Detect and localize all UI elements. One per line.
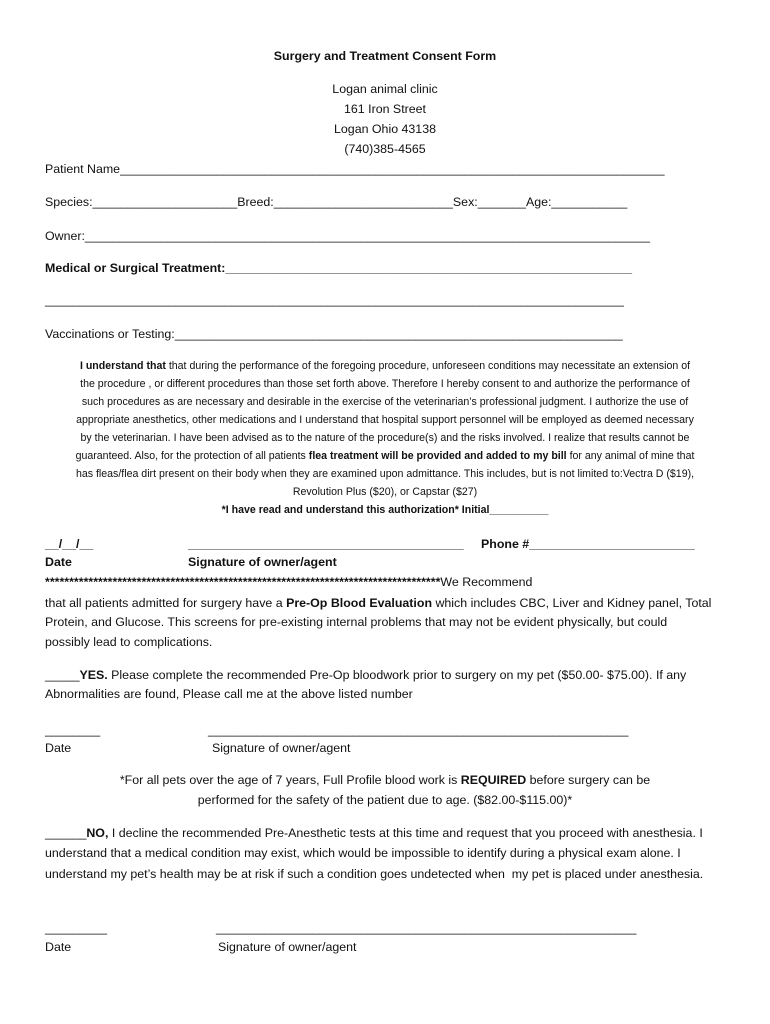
signature-field-2[interactable]: _____________________________________________________________ xyxy=(208,723,629,737)
form-title: Surgery and Treatment Consent Form xyxy=(273,49,497,63)
clinic-phone: (740)385-4565 xyxy=(344,142,426,156)
date-label-2: Date xyxy=(45,741,72,755)
consent-line-2: the procedure , or different procedures than those set forth above. Therefore I hereby consent to and authorize the performance of xyxy=(80,378,690,390)
patient-name-field[interactable]: Patient Name_______________________________________________________________________________ xyxy=(45,162,665,176)
signature-field-3[interactable]: _____________________________________________________________ xyxy=(216,921,637,935)
consent-line-6-b: for any animal of mine that xyxy=(566,450,695,462)
no-label: NO, xyxy=(86,826,109,840)
signature-label-2: Signature of owner/agent xyxy=(212,741,351,755)
yes-label: YES. xyxy=(79,668,108,682)
no-option-text-1: I decline the recommended Pre-Anesthetic tests at this time and request that you proceed with anesthesia. I xyxy=(108,826,703,840)
date-field-2[interactable]: ________ xyxy=(45,723,101,737)
consent-line-4: appropriate anesthetics, other medications and I understand that hospital support personnel will be employed as deemed necessary xyxy=(76,414,694,426)
required-label: REQUIRED xyxy=(460,773,527,787)
recommend-line-2: Protein, and Glucose. This screens for pre-existing internal problems that may not be evident physically, but could xyxy=(45,615,668,629)
date-label-3: Date xyxy=(45,940,72,954)
consent-line-7-a: has fleas/flea dirt present on their body when they are examined upon admittance. This includes, but is not limited to: xyxy=(75,468,623,480)
recommend-line-1-b: which includes CBC, Liver and Kidney panel, Total xyxy=(432,596,712,610)
age-note-b: before surgery can be xyxy=(526,773,651,787)
date-label-1: Date xyxy=(45,555,72,569)
owner-field[interactable]: Owner:__________________________________________________________________________________ xyxy=(45,229,651,243)
date-field-1[interactable]: __/__/__ xyxy=(45,537,94,551)
clinic-city: Logan Ohio 43138 xyxy=(334,122,436,136)
consent-line-1 xyxy=(0,358,770,374)
consent-line-1-text: that during the performance of the foregoing procedure, unforeseen conditions may necessitate an extension of xyxy=(165,360,691,372)
recommend-line-1-a: that all patients admitted for surgery have a xyxy=(45,596,287,610)
age-note-a: *For all pets over the age of 7 years, Full Profile blood work is xyxy=(119,773,461,787)
clinic-street: 161 Iron Street xyxy=(344,102,426,116)
yes-option-line-1[interactable] xyxy=(45,667,686,683)
recommend-heading: We Recommend xyxy=(440,575,533,589)
consent-line-6-a: guaranteed. Also, for the protection of all patients xyxy=(75,450,309,462)
consent-line-7 xyxy=(0,466,770,482)
recommend-line-1 xyxy=(45,595,711,611)
signature-label-1: Signature of owner/agent xyxy=(188,555,337,569)
clinic-name: Logan animal clinic xyxy=(332,82,438,96)
treatment-continuation-field[interactable]: ____________________________________________________________________________________ xyxy=(45,293,624,307)
consent-line-5: by the veterinarian. I have been advised as to the nature of the procedure(s) and the risks involved. I realize that results cannot be xyxy=(80,432,690,444)
species-breed-sex-age-field[interactable]: Species:_____________________Breed:__________________________Sex:_______Age:___________ xyxy=(45,195,628,209)
recommend-divider xyxy=(45,574,532,590)
treatment-field[interactable]: Medical or Surgical Treatment:___________________________________________________________ xyxy=(45,261,632,275)
flea-treatment-notice: flea treatment will be provided and added to my bill xyxy=(308,450,567,462)
yes-checkbox-blank[interactable]: _____ xyxy=(45,668,80,682)
no-option-line-3: understand my pet’s health may be at risk if such a condition goes undetected when my pet is placed under anesthesia. xyxy=(45,867,704,881)
star-divider: ********************************************************************************** xyxy=(45,575,441,589)
yes-option-text-1: Please complete the recommended Pre-Op bloodwork prior to surgery on my pet ($50.00- $75.00). If any xyxy=(107,668,687,682)
consent-line-8: Revolution Plus ($20), or Capstar ($27) xyxy=(292,486,478,498)
yes-option-line-2: Abnormalities are found, Please call me at the above listed number xyxy=(45,687,413,701)
consent-line-6 xyxy=(0,448,770,464)
phone-field[interactable]: Phone #________________________ xyxy=(481,537,695,551)
no-option-line-1[interactable] xyxy=(45,825,703,841)
date-field-3[interactable]: _________ xyxy=(45,921,108,935)
initial-field[interactable]: *I have read and understand this authorization* Initial__________ xyxy=(221,504,549,516)
pre-op-blood-evaluation: Pre-Op Blood Evaluation xyxy=(286,596,433,610)
flea-product-vectra: Vectra D ($19), xyxy=(622,468,695,480)
no-option-line-2: understand that a medical condition may exist, which would be impossible to identify during a physical exam alone. I xyxy=(45,846,681,860)
age-note-line-1 xyxy=(0,772,770,788)
age-note-line-2: performed for the safety of the patient due to age. ($82.00-$115.00)* xyxy=(197,793,573,807)
recommend-line-3: possibly lead to complications. xyxy=(45,635,213,649)
consent-line-3: such procedures as are necessary and desirable in the exercise of the veterinarian’s professional judgment. I authorize the use of xyxy=(81,396,689,408)
vaccinations-field[interactable]: Vaccinations or Testing:_________________________________________________________________ xyxy=(45,327,623,341)
no-checkbox-blank[interactable]: ______ xyxy=(45,826,87,840)
signature-field-1[interactable]: ________________________________________ xyxy=(188,537,464,551)
consent-lead: I understand that xyxy=(79,360,166,372)
signature-label-3: Signature of owner/agent xyxy=(218,940,357,954)
